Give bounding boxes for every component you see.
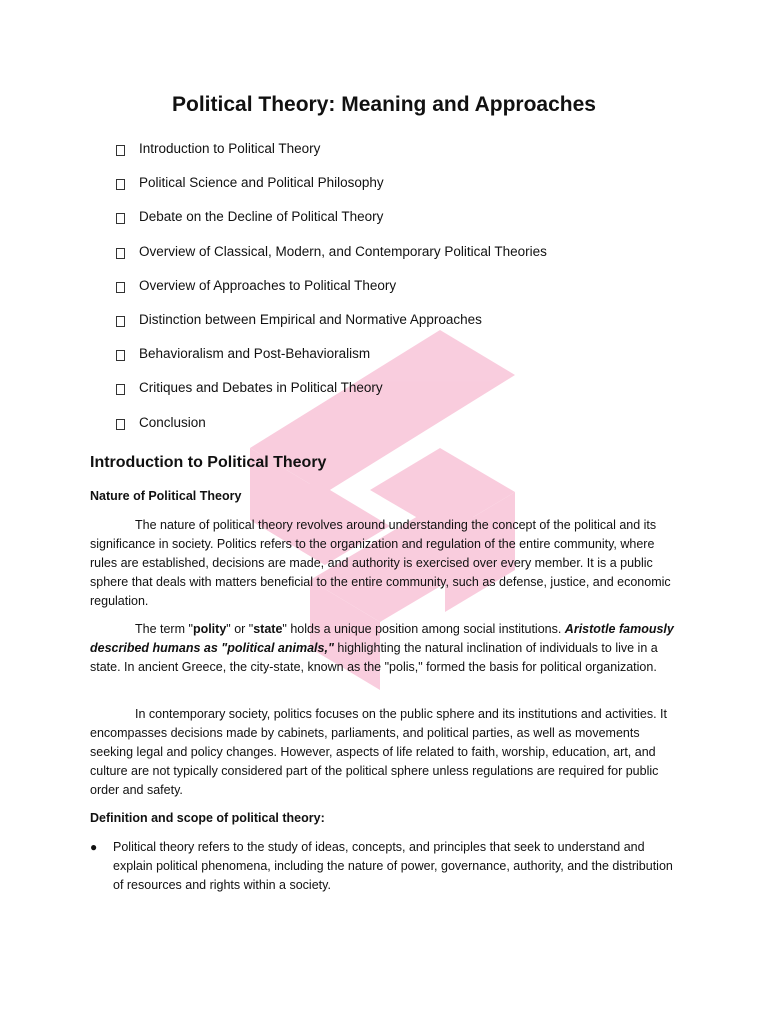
missing-glyph-icon	[116, 282, 125, 293]
table-of-contents	[112, 141, 547, 449]
missing-glyph-icon	[116, 419, 125, 430]
toc-item: Distinction between Empirical and Normative Approaches	[112, 312, 547, 346]
term-state: state	[253, 622, 283, 636]
paragraph-polity: The term "polity" or "state" holds a unique position among social institutions. Aristotle famously described humans as "political animals," highlighting the natural inclination of individuals to live in a state. In ancient Greece, the city-state, known as the "polis," formed the basis for political organization.	[90, 622, 674, 674]
bullet-list	[90, 838, 675, 895]
term-polity: polity	[192, 622, 227, 636]
missing-glyph-icon	[116, 145, 125, 156]
toc-item: Introduction to Political Theory	[112, 141, 547, 175]
list-item: ● Political theory refers to the study of ideas, concepts, and principles that seek to understand and explain political phenomena, including the nature of power, governance, authority, and the distribution of resources and rights within a society.	[90, 838, 675, 895]
paragraph-nature: The nature of political theory revolves around understanding the concept of the political and its significance in society. Politics refers to the organization and regulation of the entire community, where rules are established, decisions are made, and authority is exercised over every member. It is a public sphere that deals with matters beneficial to the entire community, such as defense, justice, and economic regulation.	[90, 518, 671, 608]
missing-glyph-icon	[116, 384, 125, 395]
missing-glyph-icon	[116, 213, 125, 224]
missing-glyph-icon	[116, 248, 125, 259]
document-title: Political Theory: Meaning and Approaches	[172, 93, 596, 116]
toc-item: Debate on the Decline of Political Theory	[112, 209, 547, 243]
toc-item: Overview of Approaches to Political Theory	[112, 278, 547, 312]
toc-item: Political Science and Political Philosophy	[112, 175, 547, 209]
toc-item: Behavioralism and Post-Behavioralism	[112, 346, 547, 380]
bullet-icon: ●	[90, 840, 98, 854]
toc-item: Conclusion	[112, 415, 547, 449]
missing-glyph-icon	[116, 316, 125, 327]
subheading-definition: Definition and scope of political theory:	[90, 811, 325, 825]
missing-glyph-icon	[116, 179, 125, 190]
subheading-nature: Nature of Political Theory	[90, 489, 242, 503]
aristotle-quote: Aristotle famously described humans as "political animals,"	[90, 622, 674, 655]
section-heading: Introduction to Political Theory	[90, 454, 327, 471]
toc-item: Critiques and Debates in Political Theory	[112, 380, 547, 414]
toc-item: Overview of Classical, Modern, and Contemporary Political Theories	[112, 244, 547, 278]
missing-glyph-icon	[116, 350, 125, 361]
paragraph-contemporary: In contemporary society, politics focuses on the public sphere and its institutions and activities. It encompasses decisions made by cabinets, parliaments, and political parties, as well as movements seeking legal and policy changes. However, aspects of life related to faith, worship, education, art, and culture are not typically considered part of the political sphere unless regulations are required for public order and safety.	[90, 707, 667, 797]
